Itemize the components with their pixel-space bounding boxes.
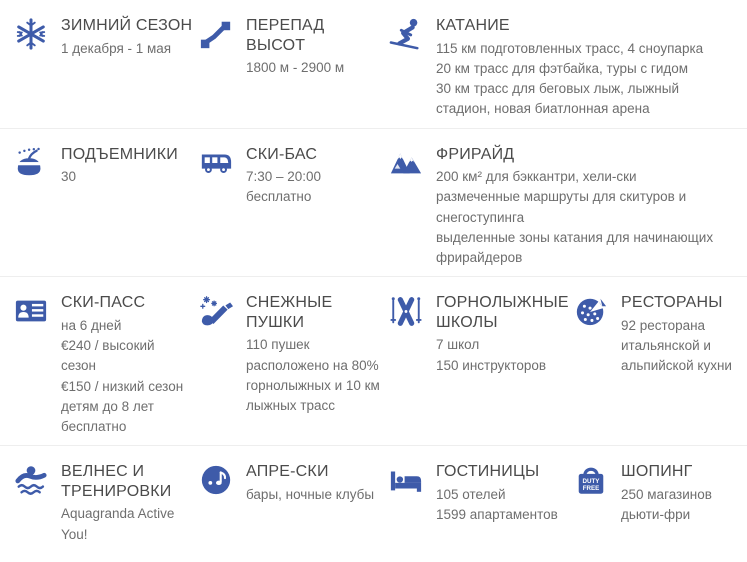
info-item-title: ЗИМНИЙ СЕЗОН — [61, 17, 193, 34]
info-item-apres-ski — [199, 462, 389, 554]
info-item-freeride — [389, 145, 741, 269]
info-item-title: РЕСТОРАНЫ — [621, 294, 723, 312]
info-item-winter-season — [14, 16, 199, 120]
info-item-line: на 6 дней — [61, 317, 122, 333]
info-item-line: бесплатно — [246, 189, 312, 205]
info-item-line: 7 школ — [436, 337, 480, 353]
snowflake-icon — [14, 17, 48, 51]
info-row-3 — [0, 276, 747, 445]
info-item-title: ГОРНОЛЫЖНЫЕ ШКОЛЫ — [436, 294, 569, 331]
info-item-title: КАТАНИЕ — [436, 17, 510, 34]
info-item-hotels — [389, 462, 574, 554]
info-item-title: ФРИРАЙД — [436, 145, 515, 163]
info-item-line: 150 инструкторов — [436, 357, 547, 373]
info-item-title: ПЕРЕПАД ВЫСОТ — [246, 17, 325, 54]
info-item-shopping — [574, 462, 741, 554]
info-row-4 — [0, 445, 747, 562]
info-item-ski-bus — [199, 145, 389, 269]
info-row-1 — [0, 0, 747, 128]
info-item-title: АПРЕ-СКИ — [246, 463, 329, 481]
info-item-title: ВЕЛНЕС И ТРЕНИРОВКИ — [61, 463, 172, 500]
skier-icon — [389, 17, 423, 51]
info-item-line: 20 км трасс для фэтбайка, туры с гидом — [436, 60, 689, 76]
info-item-title: СКИ-БАС — [246, 145, 318, 163]
info-item-line: Aquagranda Active You! — [61, 506, 175, 542]
info-item-line: €240 / высокий сезон — [61, 338, 155, 374]
info-item-elevation — [199, 16, 389, 120]
info-item-line: 30 — [61, 169, 77, 185]
info-item-title: СНЕЖНЫЕ ПУШКИ — [246, 294, 333, 331]
gondola-icon — [14, 146, 48, 180]
bed-icon — [389, 463, 423, 497]
info-item-line: выделенные зоны катания для начинающих фрирайдеров — [436, 229, 714, 266]
duty-free-bag-icon — [574, 463, 608, 497]
info-item-ski-pass — [14, 293, 199, 437]
info-item-line: 30 км трасс для беговых лыж, лыжный стадион, новая биатлонная арена — [436, 81, 679, 117]
elevation-icon — [199, 17, 233, 51]
info-item-wellness — [14, 462, 199, 554]
info-item-line: 1599 апартаментов — [436, 507, 558, 523]
info-item-line: детям до 8 лет бесплатно — [61, 398, 154, 435]
bus-icon — [199, 146, 233, 180]
info-item-line: бары, ночные клубы — [246, 486, 375, 502]
info-item-lifts — [14, 145, 199, 269]
vinyl-icon — [199, 463, 233, 497]
info-item-snow-cannons — [199, 293, 389, 437]
info-item-line: €150 / низкий сезон — [61, 378, 184, 394]
info-item-restaurants — [574, 293, 741, 437]
info-item-line: 1800 м - 2900 м — [246, 60, 345, 76]
ski-pass-icon — [14, 294, 48, 328]
duty-free-text-line1: DUTY — [582, 478, 600, 486]
info-item-line: 92 ресторана итальянской и альпийской кухни — [621, 317, 732, 374]
info-item-line: размеченные маршруты для скитуров и снегоступинга — [436, 189, 687, 225]
pizza-icon — [574, 294, 608, 328]
info-item-line: расположено на 80% горнолыжных и 10 км лыжных трасс — [246, 357, 380, 414]
mountains-icon — [389, 146, 423, 180]
info-item-line: 115 км подготовленных трасс, 4 сноупарка — [436, 40, 704, 56]
info-item-title: СКИ-ПАСС — [61, 294, 146, 312]
info-item-line: 110 пушек — [246, 337, 310, 353]
info-row-2 — [0, 128, 747, 277]
duty-free-text-line2: FREE — [582, 485, 600, 493]
info-item-title: ШОПИНГ — [621, 463, 693, 481]
swimmer-icon — [14, 463, 48, 497]
snow-cannon-icon — [199, 294, 233, 328]
info-item-line: 1 декабря - 1 мая — [61, 40, 172, 56]
ski-school-icon — [389, 294, 423, 328]
info-item-line: 7:30 – 20:00 — [246, 169, 322, 185]
info-item-ski-schools — [389, 293, 574, 437]
info-item-line: 250 магазинов дьюти-фри — [621, 486, 712, 523]
info-item-line: 105 отелей — [436, 486, 506, 502]
info-item-title: ПОДЪЕМНИКИ — [61, 145, 178, 163]
info-item-title: ГОСТИНИЦЫ — [436, 463, 540, 481]
info-item-skiing — [389, 16, 741, 120]
info-item-line: 200 км² для бэккантри, хели-ски — [436, 169, 637, 185]
